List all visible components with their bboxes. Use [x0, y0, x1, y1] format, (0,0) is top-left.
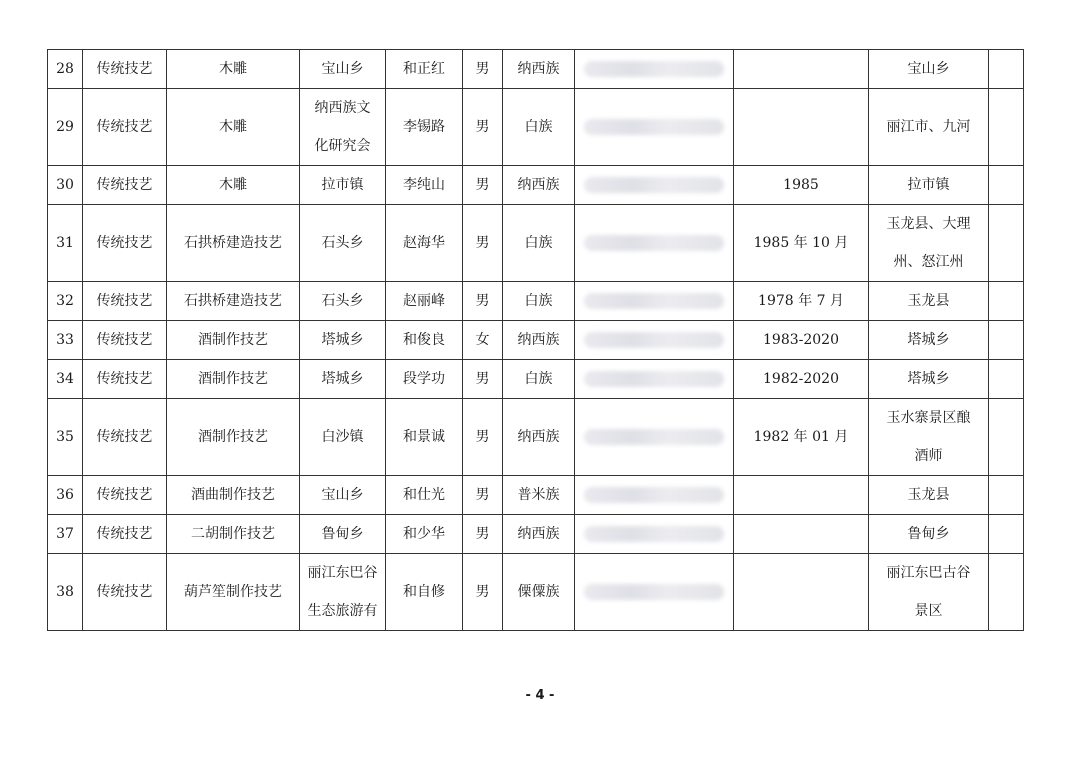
name-cell: 段学功 [386, 360, 463, 399]
year-cell [734, 554, 869, 631]
item-cell: 二胡制作技艺 [167, 515, 300, 554]
redacted-blur [584, 584, 724, 600]
category-cell: 传统技艺 [83, 166, 167, 205]
table-row [48, 166, 1024, 205]
year-cell: 1978 年 7 月 [734, 282, 869, 321]
category-cell: 传统技艺 [83, 50, 167, 89]
ethnicity-cell: 傈僳族 [503, 554, 575, 631]
redacted-blur [584, 487, 724, 503]
unit-cell [300, 282, 386, 321]
unit-cell-line: 白沙镇 [321, 429, 364, 445]
row-number-cell: 29 [48, 89, 83, 166]
place-cell-line: 州、怒江州 [893, 254, 964, 270]
year-cell [734, 50, 869, 89]
table-container [47, 49, 1024, 631]
unit-cell [300, 166, 386, 205]
empty-cell [989, 89, 1024, 166]
unit-cell-line: 鲁甸乡 [321, 526, 364, 542]
item-cell: 酒曲制作技艺 [167, 476, 300, 515]
place-cell [869, 515, 989, 554]
unit-cell [300, 399, 386, 476]
year-cell: 1982 年 01 月 [734, 399, 869, 476]
name-cell: 赵丽峰 [386, 282, 463, 321]
place-cell-line: 景区 [914, 603, 943, 619]
empty-cell [989, 205, 1024, 282]
table-row [48, 50, 1024, 89]
place-cell [869, 476, 989, 515]
row-number-cell: 32 [48, 282, 83, 321]
category-cell: 传统技艺 [83, 554, 167, 631]
category-cell: 传统技艺 [83, 476, 167, 515]
redacted-blur [584, 371, 724, 387]
row-number-cell: 38 [48, 554, 83, 631]
year-cell: 1983-2020 [734, 321, 869, 360]
row-number-cell: 28 [48, 50, 83, 89]
empty-cell [989, 282, 1024, 321]
place-cell [869, 166, 989, 205]
empty-cell [989, 321, 1024, 360]
ethnicity-cell: 纳西族 [503, 50, 575, 89]
gender-cell: 男 [463, 282, 503, 321]
ethnicity-cell: 白族 [503, 360, 575, 399]
unit-cell-line: 宝山乡 [321, 61, 364, 77]
ethnicity-cell: 白族 [503, 282, 575, 321]
unit-cell [300, 89, 386, 166]
unit-cell-line: 丽江东巴谷 [307, 565, 378, 581]
unit-cell [300, 476, 386, 515]
year-cell [734, 476, 869, 515]
redacted-cell [575, 282, 734, 321]
redacted-blur [584, 61, 724, 77]
name-cell: 和正红 [386, 50, 463, 89]
name-cell: 和景诚 [386, 399, 463, 476]
name-cell: 赵海华 [386, 205, 463, 282]
table-row [48, 89, 1024, 166]
empty-cell [989, 515, 1024, 554]
gender-cell: 男 [463, 399, 503, 476]
place-cell-line: 丽江东巴古谷 [886, 565, 971, 581]
redacted-blur [584, 332, 724, 348]
table-row [48, 476, 1024, 515]
gender-cell: 男 [463, 476, 503, 515]
redacted-blur [584, 429, 724, 445]
empty-cell [989, 166, 1024, 205]
empty-cell [989, 50, 1024, 89]
name-cell: 和自修 [386, 554, 463, 631]
place-cell [869, 399, 989, 476]
unit-cell-line: 石头乡 [321, 293, 364, 309]
year-cell: 1982-2020 [734, 360, 869, 399]
unit-cell [300, 515, 386, 554]
redacted-blur [584, 293, 724, 309]
category-cell: 传统技艺 [83, 360, 167, 399]
place-cell-line: 玉水寨景区酿 [886, 410, 971, 426]
redacted-cell [575, 205, 734, 282]
place-cell [869, 50, 989, 89]
item-cell: 木雕 [167, 89, 300, 166]
redacted-blur [584, 526, 724, 542]
empty-cell [989, 360, 1024, 399]
gender-cell: 男 [463, 554, 503, 631]
unit-cell-line: 纳西族文 [314, 100, 371, 116]
place-cell-line: 塔城乡 [907, 371, 950, 387]
gender-cell: 男 [463, 89, 503, 166]
ethnicity-cell: 白族 [503, 89, 575, 166]
redacted-cell [575, 554, 734, 631]
redacted-blur [584, 177, 724, 193]
place-cell-line: 玉龙县 [907, 293, 950, 309]
ethnicity-cell: 纳西族 [503, 166, 575, 205]
empty-cell [989, 554, 1024, 631]
item-cell: 葫芦笙制作技艺 [167, 554, 300, 631]
place-cell-line: 酒师 [914, 448, 943, 464]
table-row [48, 515, 1024, 554]
gender-cell: 男 [463, 205, 503, 282]
table-row [48, 554, 1024, 631]
item-cell: 木雕 [167, 50, 300, 89]
category-cell: 传统技艺 [83, 282, 167, 321]
row-number-cell: 34 [48, 360, 83, 399]
row-number-cell: 35 [48, 399, 83, 476]
ethnicity-cell: 白族 [503, 205, 575, 282]
gender-cell: 男 [463, 515, 503, 554]
place-cell [869, 321, 989, 360]
table-row [48, 321, 1024, 360]
place-cell [869, 554, 989, 631]
year-cell [734, 89, 869, 166]
unit-cell-line: 石头乡 [321, 235, 364, 251]
place-cell-line: 丽江市、九河 [886, 119, 971, 135]
place-cell-line: 玉龙县、大理 [886, 216, 971, 232]
unit-cell-line: 塔城乡 [321, 332, 364, 348]
table-row [48, 205, 1024, 282]
name-cell: 李纯山 [386, 166, 463, 205]
category-cell: 传统技艺 [83, 515, 167, 554]
place-cell-line: 鲁甸乡 [907, 526, 950, 542]
year-cell: 1985 年 10 月 [734, 205, 869, 282]
redacted-cell [575, 50, 734, 89]
name-cell: 李锡路 [386, 89, 463, 166]
item-cell: 石拱桥建造技艺 [167, 282, 300, 321]
unit-cell [300, 360, 386, 399]
item-cell: 酒制作技艺 [167, 321, 300, 360]
gender-cell: 女 [463, 321, 503, 360]
ethnicity-cell: 纳西族 [503, 399, 575, 476]
unit-cell-line: 宝山乡 [321, 487, 364, 503]
empty-cell [989, 399, 1024, 476]
empty-cell [989, 476, 1024, 515]
table-row [48, 360, 1024, 399]
redacted-cell [575, 360, 734, 399]
page-number: - 4 - [525, 688, 555, 703]
item-cell: 酒制作技艺 [167, 399, 300, 476]
item-cell: 石拱桥建造技艺 [167, 205, 300, 282]
redacted-cell [575, 321, 734, 360]
place-cell-line: 宝山乡 [907, 61, 950, 77]
redacted-cell [575, 89, 734, 166]
redacted-cell [575, 166, 734, 205]
table-row [48, 399, 1024, 476]
table-row [48, 282, 1024, 321]
redacted-blur [584, 235, 724, 251]
unit-cell-line: 生态旅游有 [307, 603, 378, 619]
year-cell: 1985 [734, 166, 869, 205]
place-cell [869, 282, 989, 321]
place-cell-line: 拉市镇 [907, 177, 950, 193]
unit-cell [300, 205, 386, 282]
row-number-cell: 36 [48, 476, 83, 515]
unit-cell-line: 塔城乡 [321, 371, 364, 387]
row-number-cell: 31 [48, 205, 83, 282]
gender-cell: 男 [463, 360, 503, 399]
year-cell [734, 515, 869, 554]
redacted-blur [584, 119, 724, 135]
item-cell: 酒制作技艺 [167, 360, 300, 399]
ethnicity-cell: 普米族 [503, 476, 575, 515]
place-cell-line: 塔城乡 [907, 332, 950, 348]
category-cell: 传统技艺 [83, 89, 167, 166]
gender-cell: 男 [463, 50, 503, 89]
name-cell: 和仕光 [386, 476, 463, 515]
row-number-cell: 37 [48, 515, 83, 554]
unit-cell [300, 554, 386, 631]
redacted-cell [575, 399, 734, 476]
place-cell-line: 玉龙县 [907, 487, 950, 503]
inheritors-table [47, 49, 1024, 631]
unit-cell [300, 50, 386, 89]
row-number-cell: 30 [48, 166, 83, 205]
row-number-cell: 33 [48, 321, 83, 360]
unit-cell-line: 拉市镇 [321, 177, 364, 193]
place-cell [869, 89, 989, 166]
category-cell: 传统技艺 [83, 321, 167, 360]
name-cell: 和俊良 [386, 321, 463, 360]
ethnicity-cell: 纳西族 [503, 321, 575, 360]
redacted-cell [575, 476, 734, 515]
unit-cell [300, 321, 386, 360]
name-cell: 和少华 [386, 515, 463, 554]
category-cell: 传统技艺 [83, 399, 167, 476]
place-cell [869, 205, 989, 282]
gender-cell: 男 [463, 166, 503, 205]
redacted-cell [575, 515, 734, 554]
ethnicity-cell: 纳西族 [503, 515, 575, 554]
item-cell: 木雕 [167, 166, 300, 205]
place-cell [869, 360, 989, 399]
unit-cell-line: 化研究会 [314, 138, 371, 154]
category-cell: 传统技艺 [83, 205, 167, 282]
